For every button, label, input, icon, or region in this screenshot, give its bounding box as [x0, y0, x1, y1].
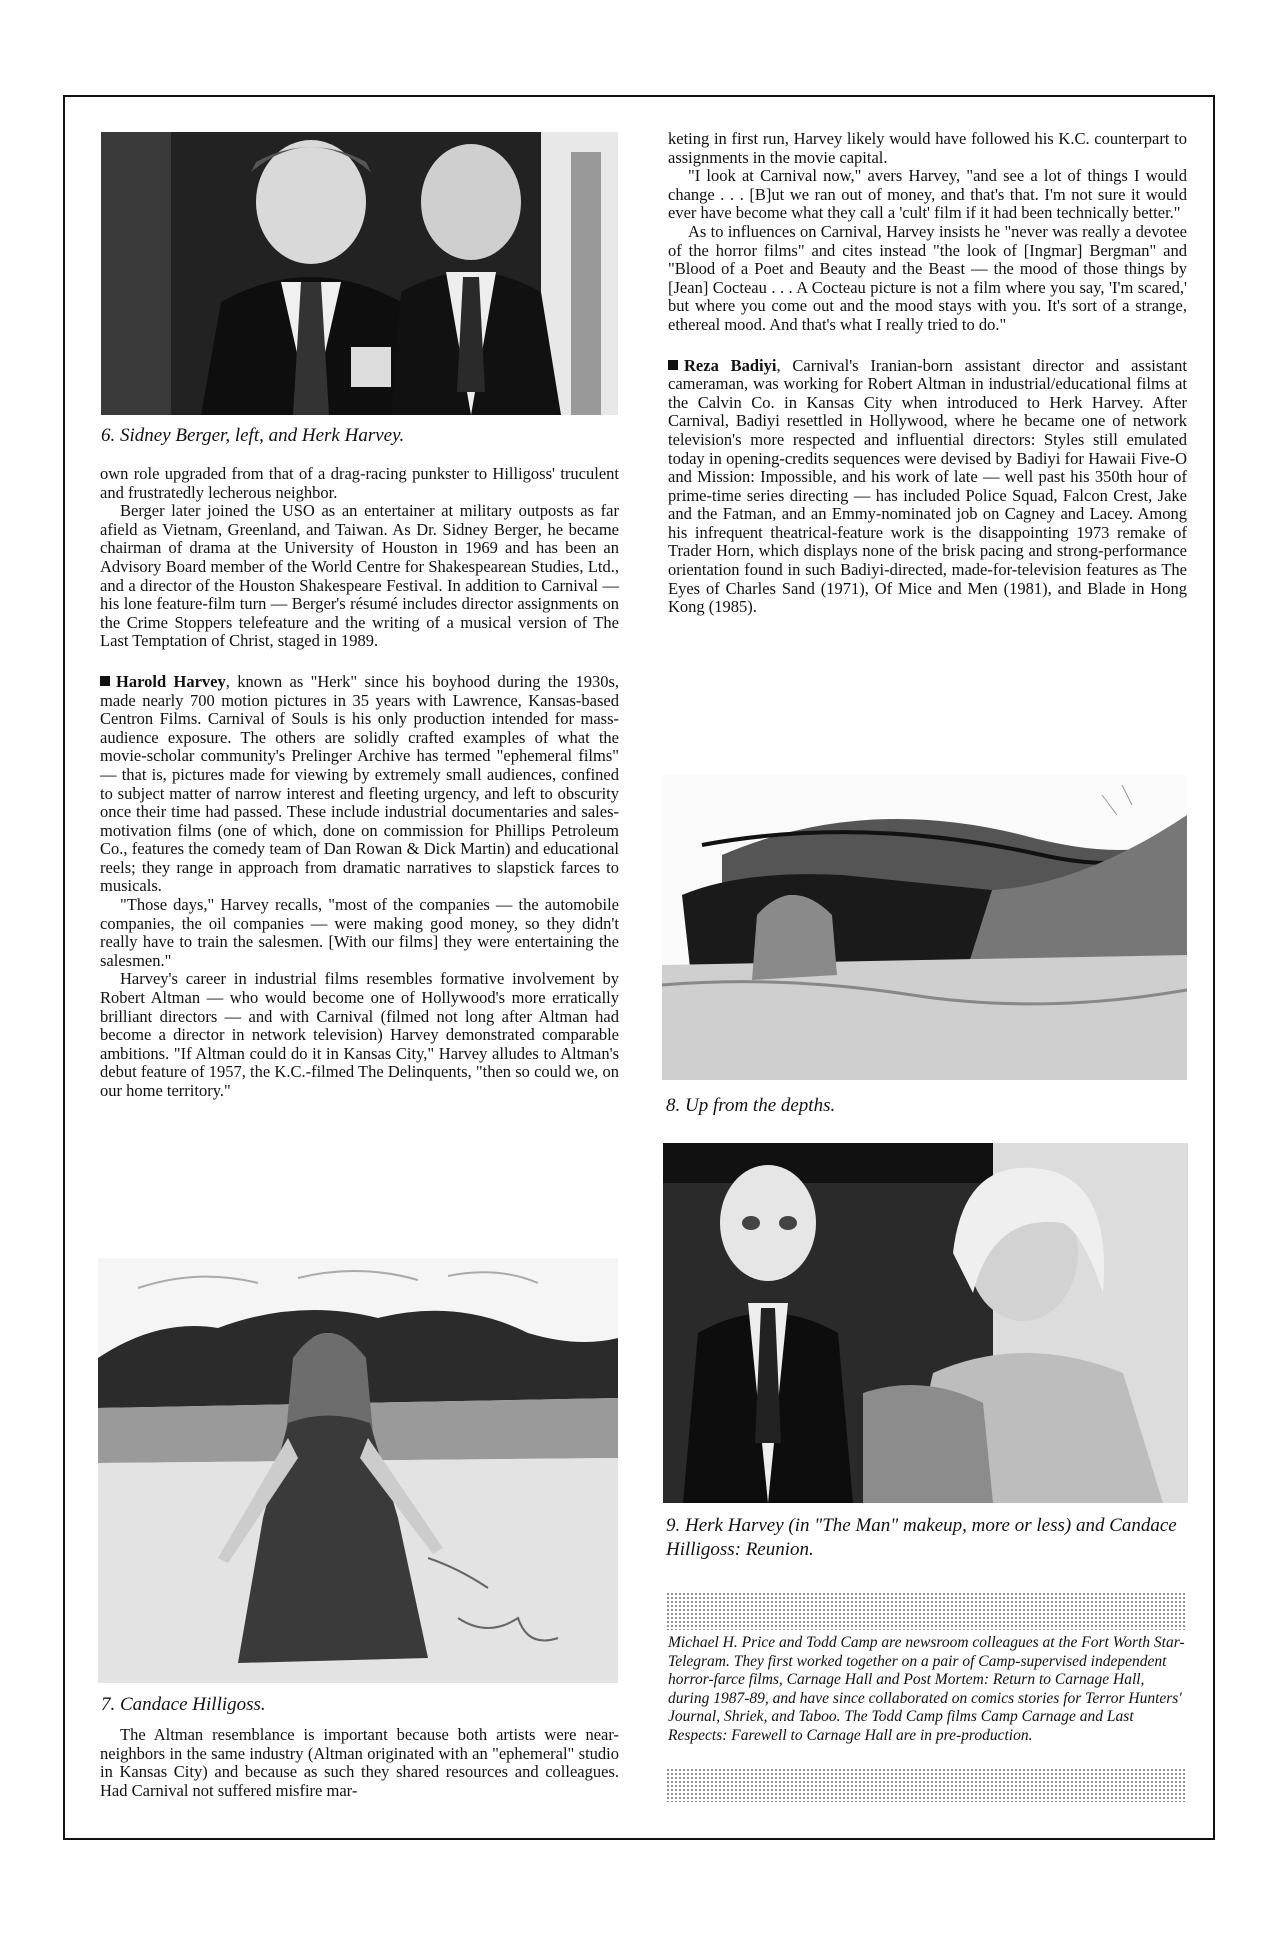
paragraph: As to influences on Carnival, Harvey insists he "never was really a devotee of the horror films" and cites instead "the look of [Ingmar] Bergman" and "Blood of a Poet and Beauty and the Beast — the mood of those things by [Jean] Cocteau . . . A Cocteau picture is not a film where you say, 'I'm scared,' but where you come out and the mood stays with you. It's sort of a strange, ethereal mood. And that's what I really tried to do."	[668, 221, 1187, 334]
paragraph-badiyi: Reza Badiyi, Carnival's Iranian-born assistant director and assistant cameraman, was working for Robert Altman in industrial/educational films at the Calvin Co. in Kansas City when introduced to Herk Harvey. After Carnival, Badiyi resettled in Hollywood, where he became one of network television's more respected and influential directors: Styles still emulated today in opening-credits sequences were devised by Badiyi for Hawaii Five-O and Mission: Impossible, and his work of late — well past his 350th hour of prime-time series directing — has included Police Squad, Falcon Crest, Jake and the Fatman, and an Emmy-nominated job on Cagney and Lacey. Among his infrequent theatrical-feature work is the disappointing 1973 remake of Trader Horn, which displays none of the brisk pacing and strong-performance orientation found in such Badiyi-directed, made-for-television features as The Eyes of Charles Sand (1971), Of Mice and Men (1981), and Blade in Hong Kong (1985).	[668, 355, 1187, 617]
photo-harvey-hilligoss-reunion	[663, 1143, 1188, 1503]
photo-berger-harvey	[101, 132, 618, 415]
caption-photo-7: 7. Candace Hilligoss.	[101, 1694, 266, 1715]
name-reza-badiyi: Reza Badiyi	[684, 355, 777, 375]
bullet-icon	[668, 360, 678, 370]
photo-candace-hilligoss	[98, 1258, 618, 1683]
bullet-icon	[100, 676, 110, 686]
left-column-text-bottom	[100, 1726, 619, 1800]
paragraph: "Those days," Harvey recalls, "most of the companies — the automobile companies, the oil companies — were making good money, so they didn't really have to train the salesmen. [With our films] they were entertaining the salesmen."	[100, 895, 619, 970]
paragraph: own role upgraded from that of a drag-racing punkster to Hilligoss' truculent and frustratedly lecherous neighbor.	[100, 464, 619, 502]
left-column-text-top	[100, 465, 619, 1101]
caption-photo-8: 8. Up from the depths.	[666, 1095, 836, 1116]
caption-photo-9: 9. Herk Harvey (in "The Man" makeup, more or less) and Candace Hilligoss: Reunion.	[666, 1515, 1177, 1560]
caption-photo-6: 6. Sidney Berger, left, and Herk Harvey.	[101, 425, 405, 446]
bio-top-screen	[666, 1592, 1187, 1630]
right-column-text	[668, 130, 1187, 617]
paragraph: Berger later joined the USO as an entertainer at military outposts as far afield as Vietnam, Greenland, and Taiwan. As Dr. Sidney Berger, he became chairman of drama at the University of Houston in 1969 and has been an Advisory Board member of the World Centre for Shakespearean Studies, Ltd., and a director of the Houston Shakespeare Festival. In addition to Carnival — his lone feature-film turn — Berger's résumé includes director assignments on the Crime Stoppers telefeature and the writing of a musical version of The Last Temptation of Christ, staged in 1989.	[100, 501, 619, 651]
name-harold-harvey: Harold Harvey	[116, 671, 226, 691]
photo-up-from-depths	[662, 775, 1187, 1080]
paragraph: The Altman resemblance is important because both artists were near-neighbors in the same industry (Altman originated with an "ephemeral" studio in Kansas City) and because as such they shared resources and colleagues. Had Carnival not suffered misfire mar-	[100, 1725, 619, 1800]
paragraph: keting in first run, Harvey likely would have followed his K.C. counterpart to assignments in the movie capital.	[668, 129, 1187, 167]
bio-bottom-screen	[666, 1768, 1187, 1802]
paragraph: "I look at Carnival now," avers Harvey, "and see a lot of things I would change . . . [B]ut we ran out of money, and that's that. I'm not sure it would ever have become what they call a 'cult' film if it had been technically better."	[668, 166, 1187, 223]
paragraph: Harvey's career in industrial films resembles formative involvement by Robert Altman — who would become one of Hollywood's more erratically brilliant directors — and with Carnival (filmed not long after Altman had become a director in network television) Harvey demonstrated comparable ambitions. "If Altman could do it in Kansas City," Harvey alludes to Altman's debut feature of 1957, the K.C.-filmed The Delinquents, "then so could we, on our home territory."	[100, 969, 619, 1100]
author-bio: Michael H. Price and Todd Camp are newsroom colleagues at the Fort Worth Star-Telegram. They first worked together on a pair of Camp-supervised independent horror-farce films, Carnage Hall and Post Mortem: Return to Carnage Hall, during 1987-89, and have since collaborated on comics stories for Terror Hunters' Journal, Shriek, and Taboo. The Todd Camp films Camp Carnage and Last Respects: Farewell to Carnage Hall are in pre-production.	[668, 1634, 1185, 1744]
paragraph-harvey: Harold Harvey, known as "Herk" since his boyhood during the 1930s, made nearly 700 motion pictures in 35 years with Lawrence, Kansas-based Centron Films. Carnival of Souls is his only production intended for mass-audience exposure. The others are solidly crafted examples of what the movie-scholar community's Prelinger Archive has termed "ephemeral films" — that is, pictures made for viewing by extremely small audiences, confined to subject matter of narrow interest and fleeting urgency, and left to obscurity once their time had passed. These include industrial documentaries and sales-motivation films (one of which, done on commission for Phillips Petroleum Co., features the comedy team of Dan Rowan & Dick Martin) and educational reels; they range in approach from dramatic narratives to slapstick farces to musicals.	[100, 671, 619, 896]
